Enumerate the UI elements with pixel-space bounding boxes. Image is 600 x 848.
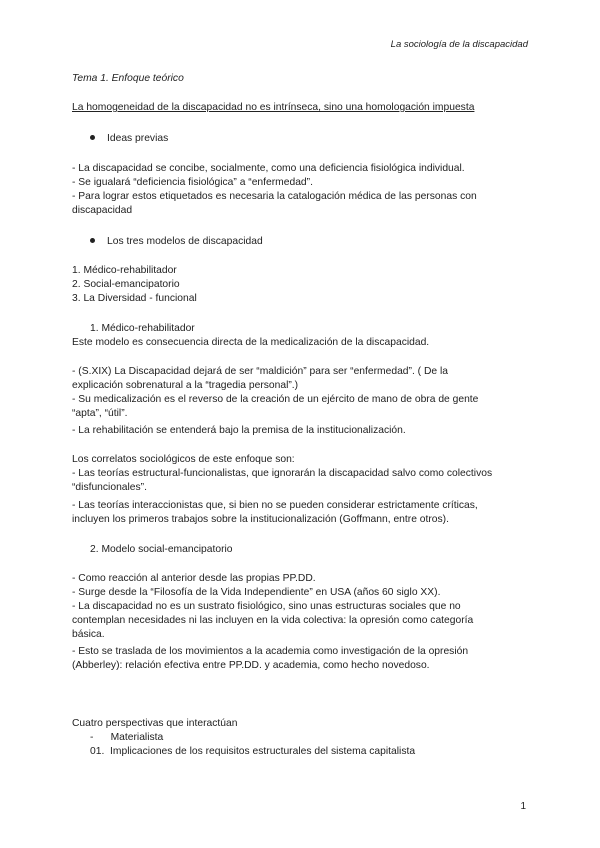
text-line: “apta”, “útil”. [72, 408, 128, 419]
text-line: - Surge desde la “Filosofía de la Vida Independiente” en USA (años 60 siglo XX). [72, 587, 441, 598]
text-line: - (S.XIX) La Discapacidad dejará de ser “maldición” para ser “enfermedad”. ( De la [72, 366, 448, 377]
text-line: contemplan necesidades ni las incluyen en la vida colectiva: la opresión como categoría [72, 615, 474, 626]
subheading-medico: 1. Médico-rehabilitador [90, 323, 195, 334]
subheading-social: 2. Modelo social-emancipatorio [90, 544, 233, 555]
topic-title: Tema 1. Enfoque teórico [72, 73, 184, 84]
text-line: - La discapacidad no es un sustrato fisiológico, sino unas estructuras sociales que no [72, 601, 461, 612]
list-item-implicaciones: 01. Implicaciones de los requisitos estructurales del sistema capitalista [90, 746, 416, 757]
text-line: básica. [72, 629, 105, 640]
text-line: - Las teorías interaccionistas que, si bien no se pueden considerar estrictamente críticas, [72, 500, 478, 511]
bullet-icon [90, 238, 95, 243]
text-line: - La rehabilitación se entenderá bajo la premisa de la institucionalización. [72, 425, 406, 436]
text-line: - Esto se traslada de los movimientos a la academia como investigación de la opresión [72, 646, 469, 657]
text-line: “disfuncionales”. [72, 482, 147, 493]
list-item: 3. La Diversidad - funcional [72, 293, 197, 304]
text-line: - La discapacidad se concibe, socialmente, como una deficiencia fisiológica individual. [72, 163, 465, 174]
bullet-icon [90, 135, 95, 140]
text-line: incluyen los primeros trabajos sobre la institucionalización (Goffmann, entre otros). [72, 514, 449, 525]
text-line: - Para lograr estos etiquetados es necesaria la catalogación médica de las personas con [72, 191, 477, 202]
list-item: 1. Médico-rehabilitador [72, 265, 177, 276]
running-header: La sociología de la discapacidad [390, 39, 528, 50]
text-line: - Se igualará “deficiencia fisiológica” a “enfermedad”. [72, 177, 313, 188]
text-line: Este modelo es consecuencia directa de la medicalización de la discapacidad. [72, 337, 430, 348]
bullet-label: Los tres modelos de discapacidad [107, 236, 263, 247]
page-number: 1 [520, 801, 526, 812]
text-line: explicación sobrenatural a la “tragedia personal”.) [72, 380, 299, 391]
text-line: discapacidad [72, 205, 133, 216]
list-item-materialista: - Materialista [90, 732, 164, 743]
bullet-tres-modelos [90, 235, 263, 248]
text-line: - Como reacción al anterior desde las propias PP.DD. [72, 573, 316, 584]
headline: La homogeneidad de la discapacidad no es intrínseca, sino una homologación impuesta [72, 102, 475, 113]
bullet-ideas-previas [90, 132, 168, 145]
text-line: Los correlatos sociológicos de este enfoque son: [72, 454, 295, 465]
text-line: - Su medicalización es el reverso de la creación de un ejército de mano de obra de gente [72, 394, 479, 405]
text-line: - Las teorías estructural-funcionalistas, que ignorarán la discapacidad salvo como colectivos [72, 468, 493, 479]
text-line: (Abberley): relación efectiva entre PP.DD. y academia, como hecho novedoso. [72, 660, 430, 671]
perspectives-intro: Cuatro perspectivas que interactúan [72, 718, 238, 729]
list-item: 2. Social-emancipatorio [72, 279, 180, 290]
bullet-label: Ideas previas [107, 133, 169, 144]
